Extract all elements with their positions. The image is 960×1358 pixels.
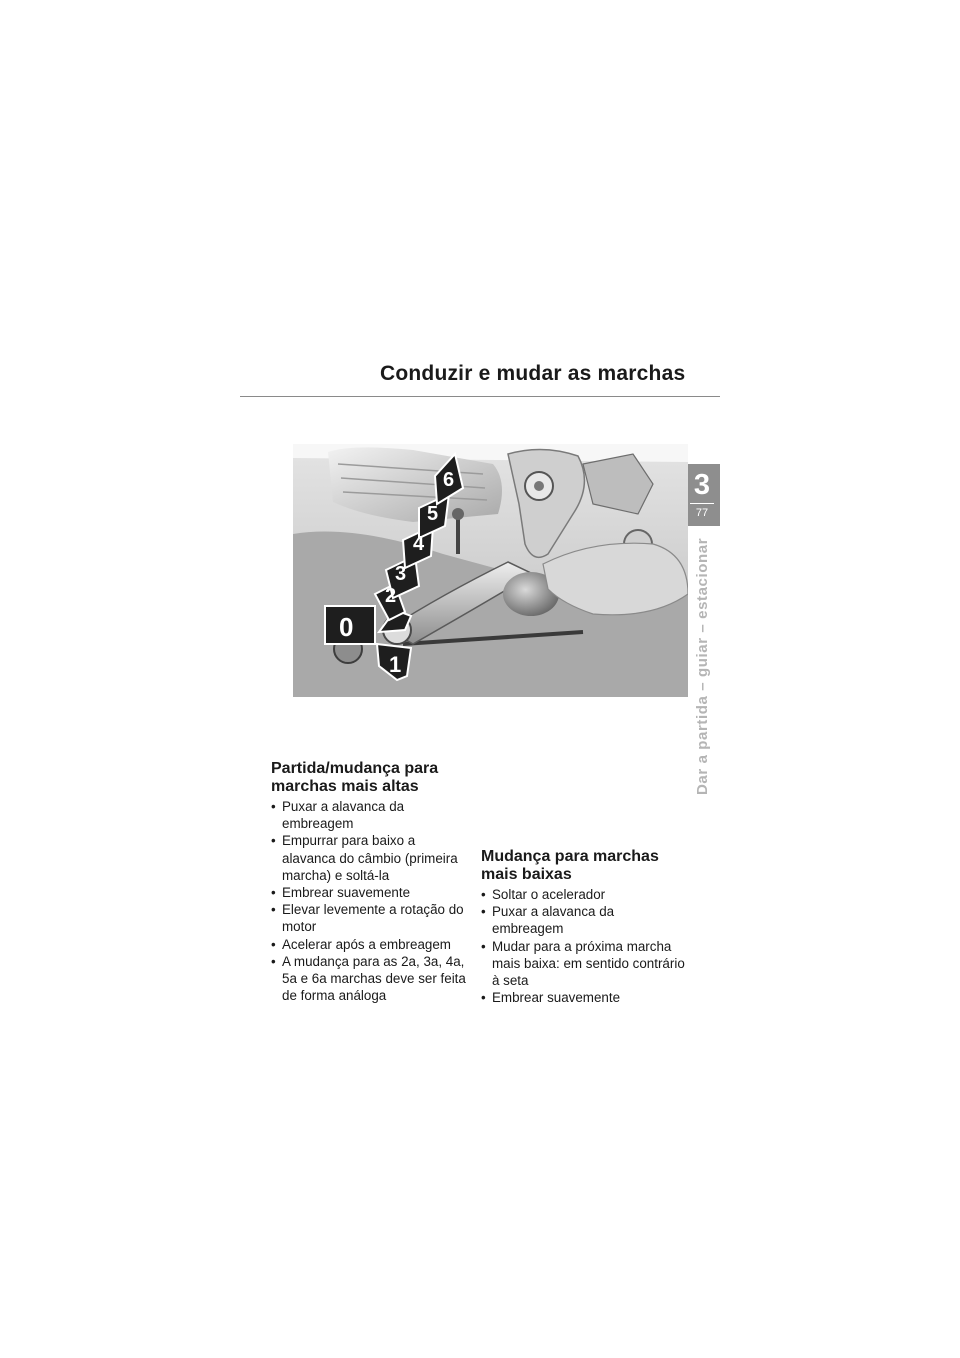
list-item: • A mudança para as 2a, 3a, 4a, 5a e 6a marchas deve ser feita de forma análoga	[271, 953, 471, 1005]
shift-linkage-joint	[452, 508, 464, 520]
gear-label-0: 0	[339, 612, 354, 642]
page-number: 77	[695, 507, 709, 519]
downshift-heading: Mudança para marchas mais baixas	[481, 848, 659, 883]
upshift-heading: Partida/mudança para marchas mais altas	[271, 760, 439, 795]
page-title: Conduzir e mudar as marchas	[380, 362, 686, 385]
title-divider	[240, 396, 720, 397]
gear-label-6: 6	[443, 469, 455, 491]
downshift-section	[481, 848, 686, 1006]
gear-label-4: 4	[413, 533, 425, 555]
downshift-steps	[481, 886, 686, 1006]
list-item: • Empurrar para baixo a alavanca do câmbio (primeira marcha) e soltá-la	[271, 832, 471, 884]
list-item: • Embrear suavemente	[271, 884, 471, 901]
list-item: • Puxar a alavanca da embreagem	[481, 903, 686, 937]
gear-label-1: 1	[389, 652, 402, 677]
gear-label-2: 2	[385, 585, 397, 607]
list-item: • Embrear suavemente	[481, 989, 686, 1006]
bracket-bolt-center	[534, 481, 544, 491]
upshift-section	[271, 760, 471, 1004]
upshift-steps	[271, 798, 471, 1004]
gear-label-5: 5	[427, 503, 439, 525]
chapter-number: 3	[693, 469, 711, 501]
list-item: • Soltar o acelerador	[481, 886, 686, 903]
chapter-side-label: Dar a partida – guiar – estacionar	[694, 537, 711, 795]
list-item: • Puxar a alavanca da embreagem	[271, 798, 471, 832]
chapter-tab-divider	[690, 503, 714, 504]
chapter-tab	[684, 464, 720, 526]
list-item: • Acelerar após a embreagem	[271, 936, 471, 953]
gear-shift-drawing	[293, 444, 688, 697]
list-item: • Mudar para a próxima marcha mais baixa: em sentido contrário à seta	[481, 938, 686, 990]
gear-shift-illustration	[293, 444, 688, 697]
gear-label-3: 3	[395, 563, 407, 585]
list-item: • Elevar levemente a rotação do motor	[271, 901, 471, 935]
